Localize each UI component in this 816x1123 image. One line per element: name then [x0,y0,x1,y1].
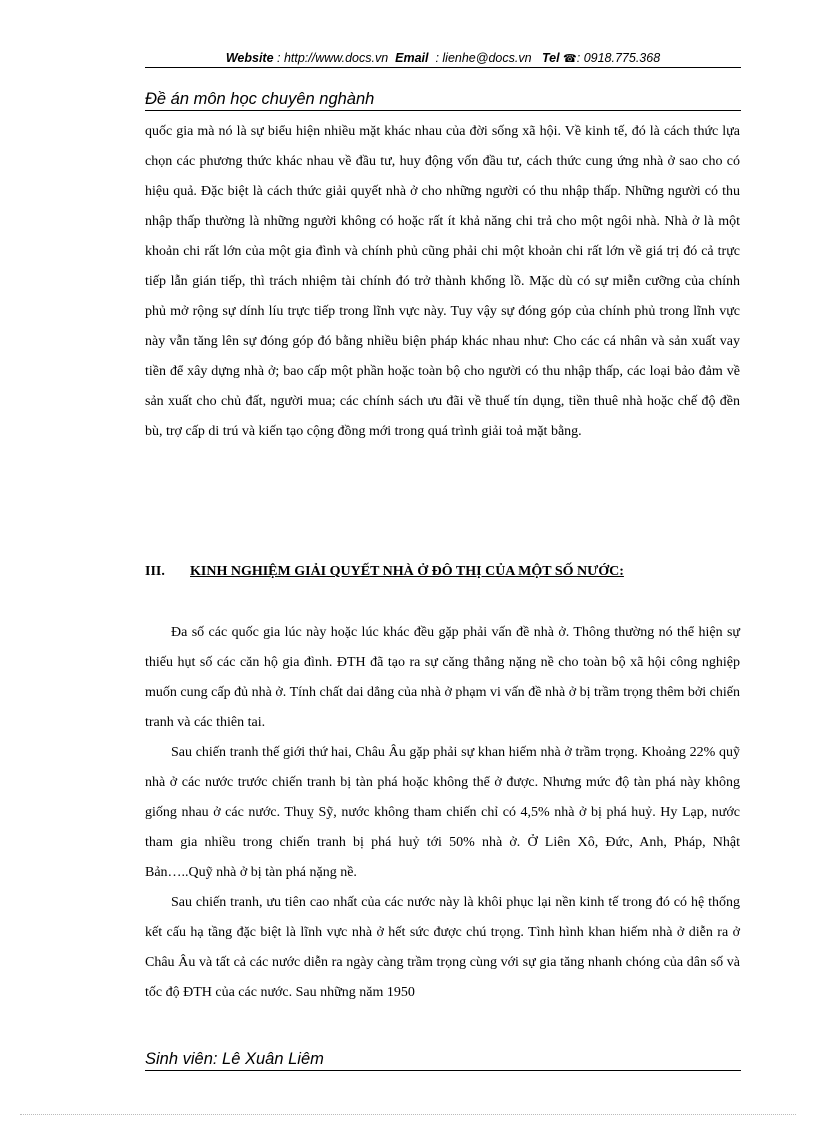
section-title: KINH NGHIỆM GIẢI QUYẾT NHÀ Ở ĐÔ THỊ CỦA MỘT SỐ NƯỚC: [190,564,624,579]
section-number: III. [145,564,165,579]
website-label: Website [225,51,274,65]
tel-value: : 0918.775.368 [576,51,661,65]
section-body [145,618,740,1008]
body-paragraph: Sau chiến tranh thế giới thứ hai, Châu Âu gặp phải sự khan hiếm nhà ở trầm trọng. Khoảng 22% quỹ nhà ở các nước trước chiến tranh bị tàn phá hoặc không thể ở được. Nhưng mức độ tàn phá này không giống nhau ở các nước. Thuỵ Sỹ, nước không tham chiến chỉ có 4,5% nhà ở bị phá huỷ. Hy Lạp, nước tham gia nhiều trong chiến tranh bị phá huỷ tới 50% nhà ở. Ở Liên Xô, Đức, Anh, Pháp, Nhật Bản…..Quỹ nhà ở bị tàn phá nặng nề. [145,745,740,880]
telephone-icon: ☎ [563,53,577,65]
document-title: Đề án môn học chuyên nghành [145,90,741,111]
website-value: : http://www.docs.vn [277,51,389,65]
page-footer: Sinh viên: Lê Xuân Liêm [145,1050,741,1071]
tel-label: Tel [541,51,560,65]
page-header [145,51,741,68]
body-paragraph: Đa số các quốc gia lúc này hoặc lúc khác đều gặp phải vấn đề nhà ở. Thông thường nó thể hiện sự thiếu hụt số các căn hộ gia đình. ĐTH đã tạo ra sự căng thẳng nặng nề cho toàn bộ xã hội công nghiệp muốn cung cấp đủ nhà ở. Tính chất dai dẳng của nhà ở phạm vi vấn đề nhà ở bị trầm trọng thêm bởi chiến tranh và các thiên tai. [145,625,740,730]
body-paragraph: Sau chiến tranh, ưu tiên cao nhất của các nước này là khôi phục lại nền kinh tế trong đó có hệ thống kết cấu hạ tầng đặc biệt là lĩnh vực nhà ở hết sức được chú trọng. Tình hình khan hiếm nhà ở diễn ra ở Châu Âu và tất cả các nước diễn ra ngày càng trầm trọng cùng với sự gia tăng nhanh chóng của dân số và tốc độ ĐTH của các nước. Sau những năm 1950 [145,895,740,1000]
body-paragraph: quốc gia mà nó là sự biểu hiện nhiều mặt khác nhau của đời sống xã hội. Về kinh tế, đó là cách thức lựa chọn các phương thức khác nhau về đầu tư, huy động vốn đầu tư, cách thức cung ứng nhà ở sao cho có hiệu quả. Đặc biệt là cách thức giải quyết nhà ở cho những người có thu nhập thấp. Những người có thu nhập thấp thường là những người không có hoặc rất ít khả năng chi trả cho một ngôi nhà. Nhà ở là một khoản chi rất lớn của một gia đình và chính phủ cũng phải chi một khoản chi rất lớn về giá trị đó cả trực tiếp lẫn gián tiếp, thì trách nhiệm tài chính đó trở thành khổng lồ. Mặc dù có sự miễn cưỡng của chính phủ mở rộng sự dính líu trực tiếp trong lĩnh vực này. Tuy vậy sự đóng góp của chính phủ trong lĩnh vực này vẫn tăng lên sự đóng góp đó bằng nhiều biện pháp khác nhau như: Cho các cá nhân và sản xuất vay tiền để xây dựng nhà ở; bao cấp một phần hoặc toàn bộ cho người có thu nhập thấp, các loại bảo đảm về sản xuất cho chủ đất, người mua; các chính sách ưu đãi về thuế tín dụng, tiền thuê nhà hoặc chế độ đền bù, trợ cấp di trú và kiến tạo cộng đồng mới trong quá trình giải toả mặt bằng. [145,124,740,439]
page-bottom-divider [20,1114,796,1115]
section-heading [145,564,740,580]
email-value: : lienhe@docs.vn [435,51,532,65]
email-label: Email [395,51,429,65]
